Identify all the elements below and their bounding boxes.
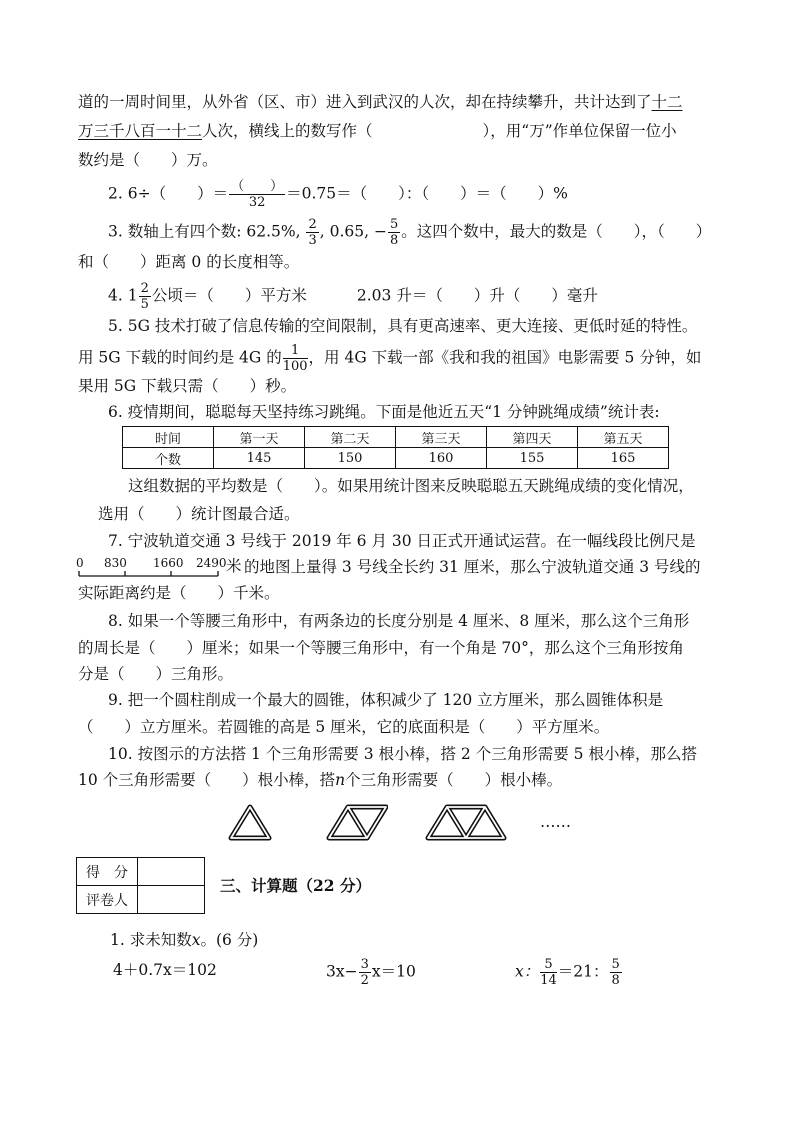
one-triangle-figure (228, 804, 272, 842)
table-cell: 个数 (123, 448, 214, 469)
grader-label: 评卷人 (77, 886, 138, 914)
jump-rope-stat-table (122, 426, 669, 469)
question-7-line-2: 的地图上量得 3 号线全长约 31 厘米，那么宁波轨道交通 3 号线的 (244, 558, 701, 576)
fraction-five-fourteenths: $\frac{5}{14}$ (540, 957, 557, 988)
question-9-line-1: 9. 把一个圆柱削成一个最大的圆锥，体积减少了 120 立方厘米，那么圆锥体积是 (108, 691, 664, 709)
question-4: 4. 1 $\frac{2}{5}$ 公顷＝（ ）平方米 2.03 升＝（ ）升（ ）毫升 (108, 281, 598, 312)
scale-bar (76, 570, 226, 580)
calc-question-1: 1. 求未知数x。(6 分) (110, 931, 259, 949)
equation-1: 4＋0.7x＝102 (113, 961, 217, 979)
table-header-cell: 第二天 (305, 427, 396, 448)
underlined-number-part1: 十二 (651, 93, 683, 111)
question-5-line-2: 用 5G 下载的时间约是 4G 的 $\frac{1}{100}$ ，用 4G 下载一部《我和我的祖国》电影需要 5 分钟，如 (78, 343, 702, 374)
question-6-line-2: 这组数据的平均数是（ ）。如果用统计图来反映聪聪五天跳绳成绩的变化情况， (128, 477, 694, 495)
question-3: 3. 数轴上有四个数: 62.5%, $\frac{2}{3}$ , 0.65, − $\frac{5}{8}$ 。这四个数中，最大的数是（ ），（ ） (108, 217, 712, 248)
scale-tick-label: 830 (104, 556, 127, 570)
fraction: $\frac{( )}{32}$ (231, 179, 284, 210)
table-cell: 155 (487, 448, 578, 469)
question-5-line-3: 果用 5G 下载只需（ ）秒。 (78, 377, 297, 395)
score-label: 得 分 (77, 858, 138, 886)
table-header-cell: 第五天 (578, 427, 669, 448)
question-3-line-2: 和（ ）距离 0 的长度相等。 (78, 253, 300, 271)
fraction-five-eighths: $\frac{5}{8}$ (389, 217, 399, 248)
score-cell[interactable] (138, 858, 205, 886)
scale-tick-label: 2490 (196, 556, 227, 570)
question-6-line-1: 6. 疫情期间，聪聪每天坚持练习跳绳。下面是他近五天“1 分钟跳绳成绩”统计表: (108, 403, 660, 421)
question-6-line-3: 选用（ ）统计图最合适。 (98, 505, 300, 523)
question-7-line-1: 7. 宁波轨道交通 3 号线于 2019 年 6 月 30 日正式开通试运营。在一幅线段比例尺是 (108, 532, 696, 550)
table-cell: 160 (396, 448, 487, 469)
table-header-cell: 第一天 (214, 427, 305, 448)
question-10-line-2: 10 个三角形需要（ ）根小棒，搭n个三角形需要（ ）根小棒。 (78, 771, 563, 789)
question-8-line-2: 的周长是（ ）厘米；如果一个等腰三角形中，有一个角是 70°，那么这个三角形按角 (78, 639, 684, 657)
intro-line-2: 万三千八百一十二人次，横线上的数写作（ ），用“万”作单位保留一位小 (78, 122, 677, 140)
ellipsis: …… (540, 813, 571, 831)
three-triangles-figure (425, 804, 507, 842)
equation-3: x： $\frac{5}{14}$ ＝21： $\frac{5}{8}$ (515, 957, 620, 988)
equation-2: 3x− $\frac{3}{2}$ x＝10 (326, 957, 416, 988)
section-3-title: 三、计算题（22 分） (220, 876, 371, 895)
table-cell: 165 (578, 448, 669, 469)
fraction-two-fifths: $\frac{2}{5}$ (140, 281, 149, 312)
table-header-row (123, 427, 669, 448)
fraction-two-thirds: $\frac{2}{3}$ (308, 217, 317, 248)
grader-cell[interactable] (138, 886, 205, 914)
table-row (123, 448, 669, 469)
question-8-line-3: 分是（ ）三角形。 (78, 665, 234, 683)
question-10-line-1: 10. 按图示的方法搭 1 个三角形需要 3 根小棒，搭 2 个三角形需要 5 根小棒，那么搭 (108, 745, 697, 763)
question-5-line-1: 5. 5G 技术打破了信息传输的空间限制，具有更高速率、更大连接、更低时延的特性。 (108, 317, 698, 335)
two-triangles-figure (326, 804, 388, 842)
intro-line-1: 道的一周时间里，从外省（区、市）进入到武汉的人次，却在持续攀升，共计达到了十二 (78, 93, 683, 111)
scale-tick-label: 1660 (153, 556, 184, 570)
table-header-cell: 第四天 (487, 427, 578, 448)
question-9-line-2: （ ）立方厘米。若圆锥的高是 5 厘米，它的底面积是（ ）平方厘米。 (78, 718, 610, 736)
scale-unit: 米 (226, 557, 242, 575)
question-7-line-3: 实际距离约是（ ）千米。 (78, 584, 280, 602)
table-header-cell: 时间 (123, 427, 214, 448)
table-cell: 150 (305, 448, 396, 469)
question-8-line-1: 8. 如果一个等腰三角形中，有两条边的长度分别是 4 厘米、8 厘米，那么这个三角形 (108, 612, 690, 630)
fraction-three-halves: $\frac{3}{2}$ (360, 957, 369, 988)
intro-line-3: 数约是（ ）万。 (78, 151, 218, 169)
score-box (76, 857, 205, 914)
table-header-cell: 第三天 (396, 427, 487, 448)
table-cell: 145 (214, 448, 305, 469)
underlined-number-part2: 万三千八百一十二 (78, 122, 203, 140)
line-segment-scale (76, 556, 240, 578)
scale-tick-label: 0 (76, 556, 84, 570)
fraction-one-hundredth: $\frac{1}{100}$ (282, 343, 308, 374)
question-2: 2. 6÷（ ）＝ $\frac{( )}{32}$ ＝0.75＝（ ）：（ ）＝（ ）% (108, 179, 568, 210)
fraction-five-eighths-2: $\frac{5}{8}$ (611, 957, 620, 988)
